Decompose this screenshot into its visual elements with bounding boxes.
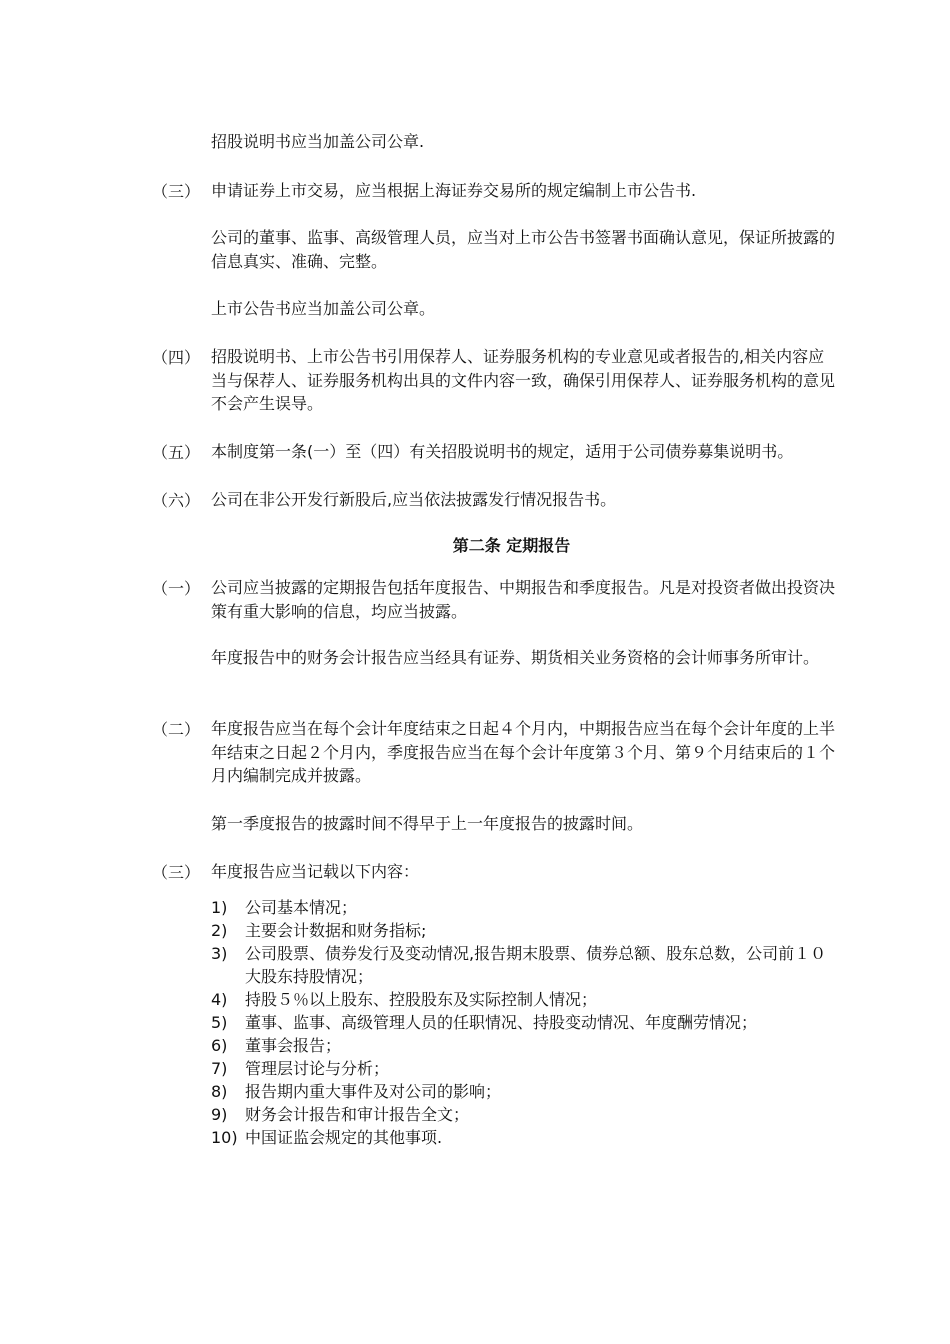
paragraph-private-placement: 公司在非公开发行新股后,应当依法披露发行情况报告书。 (211, 490, 617, 509)
paragraph-annual-audit: 年度报告中的财务会计报告应当经具有证券、期货相关业务资格的会计师事务所审计。 (211, 648, 820, 667)
list-item-text: 主要会计数据和财务指标; (245, 921, 427, 940)
list-item-text: 财务会计报告和审计报告全文； (245, 1105, 470, 1124)
list-item-text: 董事会报告； (245, 1036, 342, 1055)
list-item-number: 4) (211, 990, 228, 1009)
list-item-number: 2) (211, 921, 228, 940)
list-item-text: 公司股票、债券发行及变动情况,报告期末股票、债券总额、股东总数，公司前１０大股东持股情况； (245, 944, 827, 986)
item-number-3: （三） (152, 182, 201, 201)
paragraph-listing-announcement: 申请证券上市交易，应当根据上海证券交易所的规定编制上市公告书. (211, 181, 697, 200)
list-item-number: 7) (211, 1059, 228, 1078)
list-item-number: 1) (211, 898, 228, 917)
list-item-number: 9) (211, 1105, 228, 1124)
paragraph-announcement-seal: 上市公告书应当加盖公司公章。 (211, 299, 436, 318)
paragraph-periodic-reports: 公司应当披露的定期报告包括年度报告、中期报告和季度报告。凡是对投资者做出投资决策有重大影响的信息，均应当披露。 (211, 578, 836, 621)
list-item-text: 管理层讨论与分析； (245, 1059, 390, 1078)
list-item-text: 董事、监事、高级管理人员的任职情况、持股变动情况、年度酬劳情况； (245, 1013, 758, 1032)
item-number-3b: （三） (152, 863, 201, 882)
list-item-number: 10) (211, 1128, 238, 1147)
paragraph-annual-contents: 年度报告应当记载以下内容： (211, 862, 420, 881)
list-item-number: 8) (211, 1082, 228, 1101)
paragraph-bond-prospectus: 本制度第一条(一）至（四）有关招股说明书的规定，适用于公司债券募集说明书。 (211, 442, 794, 461)
paragraph-q1-timing: 第一季度报告的披露时间不得早于上一年度报告的披露时间。 (211, 814, 644, 833)
item-number-5: （五） (152, 443, 201, 462)
section-heading: 第二条 定期报告 (452, 536, 571, 555)
list-item-text: 公司基本情况； (245, 898, 358, 917)
item-number-1: （一） (152, 579, 201, 598)
list-item-number: 3) (211, 944, 228, 963)
item-number-2: （二） (152, 720, 201, 739)
list-item-number: 5) (211, 1013, 228, 1032)
paragraph-report-deadlines: 年度报告应当在每个会计年度结束之日起４个月内，中期报告应当在每个会计年度的上半年结束之日起２个月内，季度报告应当在每个会计年度第３个月、第９个月结束后的１个月内编制完成并披露。 (211, 719, 836, 785)
list-item-text: 报告期内重大事件及对公司的影响； (245, 1082, 502, 1101)
list-item-text: 持股５％以上股东、控股股东及实际控制人情况； (245, 990, 598, 1009)
item-number-4: （四） (152, 348, 201, 367)
list-item-text: 中国证监会规定的其他事项. (245, 1128, 443, 1147)
list-item-number: 6) (211, 1036, 228, 1055)
paragraph-prospectus-seal: 招股说明书应当加盖公司公章. (211, 132, 425, 151)
paragraph-sponsor-opinions: 招股说明书、上市公告书引用保荐人、证券服务机构的专业意见或者报告的,相关内容应当与保荐人、证券服务机构出具的文件内容一致，确保引用保荐人、证券服务机构的意见不会产生误导。 (211, 347, 836, 413)
paragraph-directors-confirmation: 公司的董事、监事、高级管理人员，应当对上市公告书签署书面确认意见，保证所披露的信息真实、准确、完整。 (211, 228, 836, 271)
item-number-6: （六） (152, 491, 201, 510)
